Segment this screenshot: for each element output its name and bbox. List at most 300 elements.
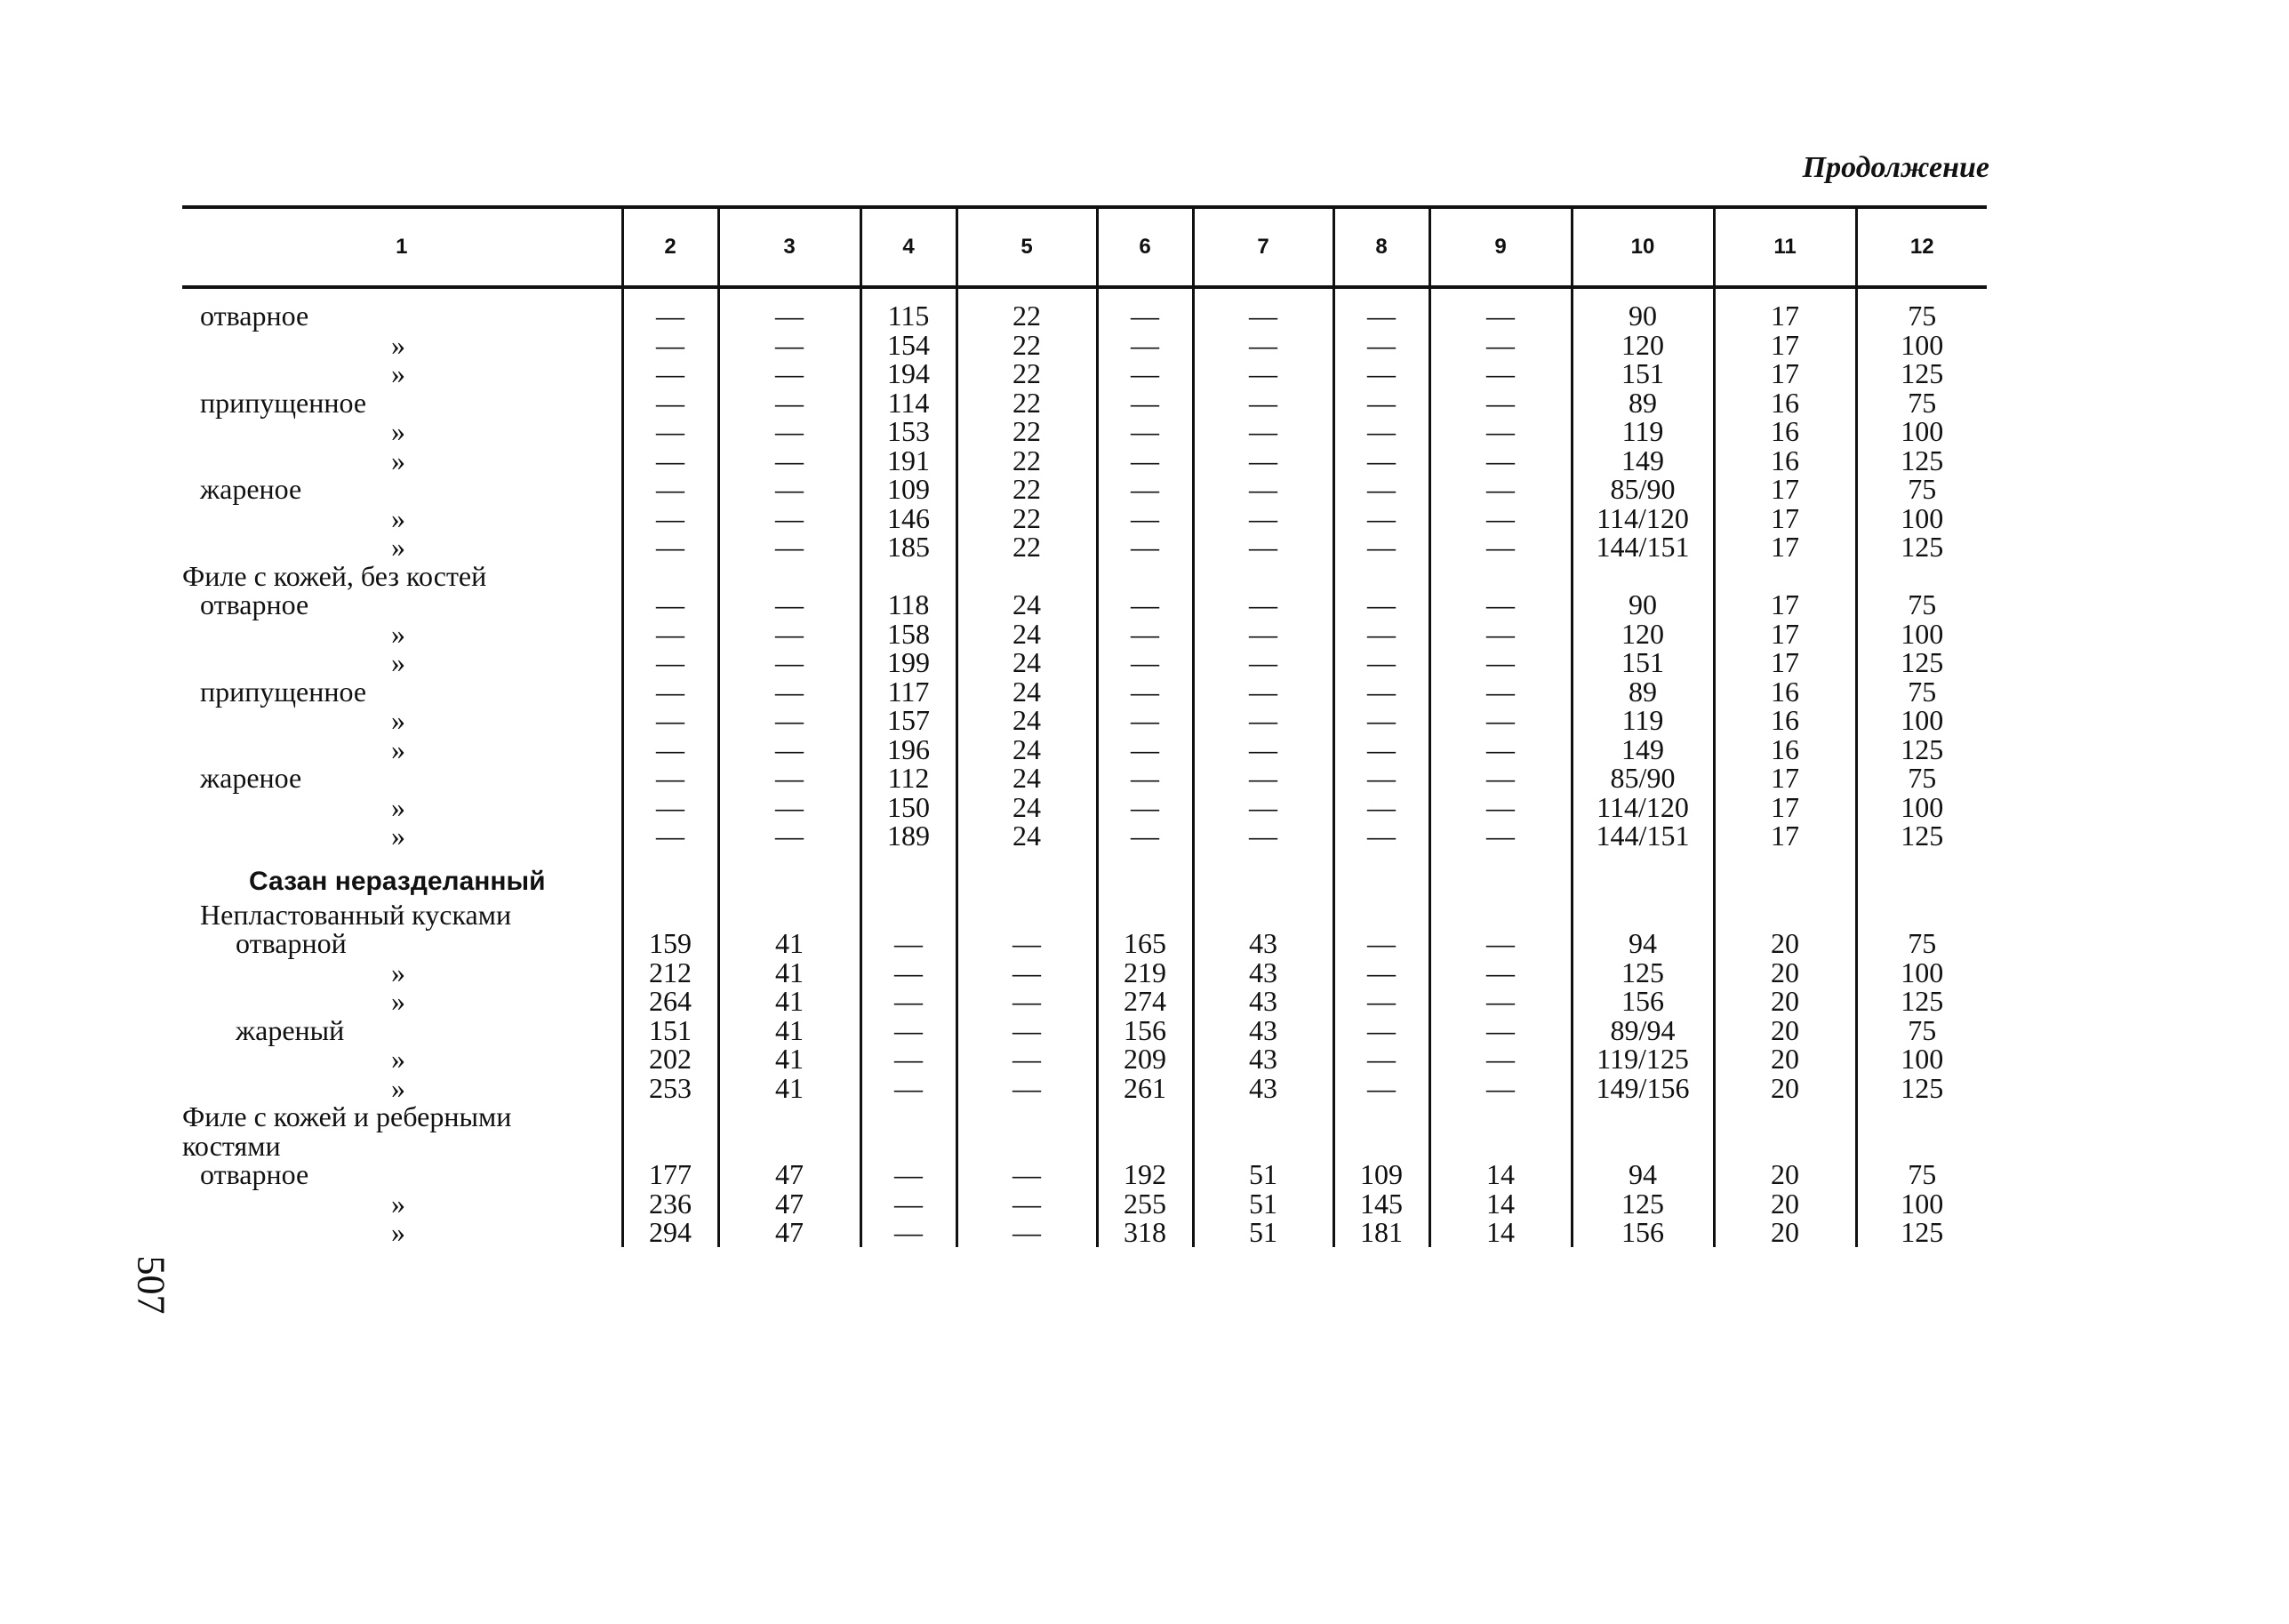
table-cell: 100 (1856, 331, 1987, 360)
table-cell: 125 (1856, 735, 1987, 764)
row-label: отварное (200, 300, 309, 332)
table-cell: 219 (1097, 958, 1193, 988)
table-cell (1856, 562, 1987, 591)
row-label: » (391, 1071, 405, 1104)
table-row (182, 764, 1987, 793)
table-cell: 75 (1856, 929, 1987, 958)
table-cell: 177 (622, 1160, 718, 1189)
table-cell: 119 (1572, 706, 1714, 735)
table-cell: — (860, 1218, 956, 1247)
table-cell: — (622, 706, 718, 735)
row-label: » (391, 1216, 405, 1248)
table-cell: 264 (622, 987, 718, 1016)
table-cell: — (1429, 388, 1572, 418)
table-cell: 20 (1714, 1016, 1856, 1045)
table-cell: — (1193, 590, 1333, 620)
row-label-cell (182, 987, 622, 1016)
table-cell: — (718, 821, 860, 851)
col-header: 1 (396, 235, 408, 259)
table-cell: — (1333, 958, 1429, 988)
table-cell (1193, 900, 1333, 930)
row-label-cell (182, 958, 622, 988)
table-cell: — (1097, 648, 1193, 677)
table-cell: 17 (1714, 793, 1856, 822)
table-cell: — (622, 359, 718, 388)
table-cell: 43 (1193, 1044, 1333, 1074)
row-label-cell (182, 1044, 622, 1074)
table-cell: 100 (1856, 1189, 1987, 1219)
table-cell: 24 (956, 590, 1097, 620)
table-cell: — (1097, 504, 1193, 533)
table-cell: — (1193, 677, 1333, 707)
row-label-cell (182, 929, 622, 958)
table-cell: — (622, 620, 718, 649)
table-row (182, 821, 1987, 851)
row-label: » (391, 820, 405, 852)
table-cell: — (1193, 388, 1333, 418)
table-cell (1714, 562, 1856, 591)
table-cell: — (1429, 301, 1572, 331)
table-cell: — (1333, 504, 1429, 533)
table-cell: 85/90 (1572, 475, 1714, 504)
table-cell (860, 1102, 956, 1132)
table-cell: 144/151 (1572, 821, 1714, 851)
row-label: Филе с кожей и реберными (182, 1100, 512, 1132)
spacer-cell (860, 851, 956, 863)
table-cell (956, 900, 1097, 930)
table-cell: 20 (1714, 929, 1856, 958)
row-label-cell (182, 1189, 622, 1219)
table-cell: 109 (1333, 1160, 1429, 1189)
table-cell: 151 (1572, 359, 1714, 388)
table-cell: 22 (956, 301, 1097, 331)
row-label-cell (182, 732, 622, 765)
table-cell: — (1097, 301, 1193, 331)
table-cell: 100 (1856, 504, 1987, 533)
row-label-cell (182, 821, 622, 851)
table-row (182, 900, 1987, 930)
table-cell (1333, 900, 1429, 930)
table-cell: 156 (1097, 1016, 1193, 1045)
table-cell: — (718, 677, 860, 707)
spacer-cell (1429, 851, 1572, 863)
table-cell: — (622, 677, 718, 707)
table-cell: — (1429, 821, 1572, 851)
row-label-cell (182, 677, 622, 707)
table-cell: 125 (1856, 359, 1987, 388)
table-cell: 114/120 (1572, 504, 1714, 533)
table-row (182, 648, 1987, 677)
row-label: припущенное (200, 386, 367, 419)
table-cell: 43 (1193, 929, 1333, 958)
row-label: » (391, 985, 405, 1017)
table-cell: — (860, 1189, 956, 1219)
table-cell (956, 562, 1097, 591)
table-cell (1333, 1132, 1429, 1161)
table-cell (1193, 1102, 1333, 1132)
table-cell: — (1429, 735, 1572, 764)
table-cell: 17 (1714, 620, 1856, 649)
table-cell: — (1097, 388, 1193, 418)
table-cell (1097, 1102, 1193, 1132)
table-cell: — (1193, 735, 1333, 764)
table-cell: 14 (1429, 1189, 1572, 1219)
table-cell: — (1333, 331, 1429, 360)
table-cell: 75 (1856, 388, 1987, 418)
continuation-label: Продолжение (1802, 151, 1989, 184)
row-label: » (391, 704, 405, 736)
table-row (182, 706, 1987, 735)
table-cell: 22 (956, 388, 1097, 418)
table-row (182, 1189, 1987, 1219)
table-cell: 20 (1714, 1074, 1856, 1103)
table-cell: 17 (1714, 504, 1856, 533)
table-cell: — (1097, 706, 1193, 735)
row-label-cell (182, 532, 622, 562)
table-cell: — (1429, 958, 1572, 988)
table-cell: 20 (1714, 1044, 1856, 1074)
table-cell: 24 (956, 620, 1097, 649)
table-cell: 125 (1856, 987, 1987, 1016)
empty-cell (956, 863, 1097, 900)
spacer-cell (1193, 851, 1333, 863)
table-cell: — (860, 958, 956, 988)
table-cell: — (1429, 987, 1572, 1016)
table-cell: — (622, 735, 718, 764)
row-label: » (391, 617, 405, 650)
table-cell: 75 (1856, 475, 1987, 504)
table-cell: — (1097, 793, 1193, 822)
table-cell (1714, 1102, 1856, 1132)
table-cell: — (860, 1074, 956, 1103)
table-cell: — (1429, 504, 1572, 533)
empty-cell (1333, 863, 1429, 900)
table-cell: — (1429, 620, 1572, 649)
spacer-cell (1856, 851, 1987, 863)
row-label: припущенное (200, 675, 367, 708)
row-label: » (391, 357, 405, 389)
table-cell: — (1097, 532, 1193, 562)
table-cell: 125 (1856, 821, 1987, 851)
table-cell (718, 1132, 860, 1161)
table-cell: — (1333, 359, 1429, 388)
table-cell: — (1193, 504, 1333, 533)
table-cell: — (1333, 475, 1429, 504)
table-cell: 41 (718, 1016, 860, 1045)
table-cell: 47 (718, 1160, 860, 1189)
table-cell: — (718, 764, 860, 793)
table-cell (1097, 562, 1193, 591)
table-cell: — (622, 331, 718, 360)
table-cell: 156 (1572, 1218, 1714, 1247)
table-row (182, 1102, 1987, 1132)
table-cell: — (718, 648, 860, 677)
table-cell: 85/90 (1572, 764, 1714, 793)
table-cell: 144/151 (1572, 532, 1714, 562)
table-cell: 16 (1714, 706, 1856, 735)
row-label: » (391, 531, 405, 563)
table-cell: — (1333, 620, 1429, 649)
table-cell (718, 562, 860, 591)
table-cell: 75 (1856, 301, 1987, 331)
row-label: » (391, 328, 405, 361)
table-cell: 43 (1193, 1074, 1333, 1103)
col-header: 2 (622, 209, 718, 285)
table-cell: 41 (718, 929, 860, 958)
table-cell: — (1193, 417, 1333, 446)
table-cell (622, 562, 718, 591)
table-cell: — (1097, 735, 1193, 764)
table-cell: — (1097, 590, 1193, 620)
table-cell: 16 (1714, 677, 1856, 707)
table-cell: — (718, 706, 860, 735)
row-label-cell (182, 1129, 622, 1162)
table-cell: 117 (860, 677, 956, 707)
table-cell: 212 (622, 958, 718, 988)
table-cell: 125 (1856, 1074, 1987, 1103)
table-cell: 89 (1572, 388, 1714, 418)
table-cell: — (1429, 417, 1572, 446)
table-cell: 145 (1333, 1189, 1429, 1219)
table-cell: 100 (1856, 417, 1987, 446)
table-cell (1193, 562, 1333, 591)
page-number: 507 (129, 1255, 173, 1315)
table-cell: — (622, 764, 718, 793)
row-label: Непластованный кусками (200, 898, 512, 931)
table-cell: 16 (1714, 388, 1856, 418)
table-cell: 16 (1714, 446, 1856, 476)
table-cell: — (1429, 1074, 1572, 1103)
col-header: 3 (718, 209, 860, 285)
table-cell: 24 (956, 735, 1097, 764)
table-cell: 41 (718, 1044, 860, 1074)
row-label-cell (182, 1218, 622, 1247)
row-label: » (391, 444, 405, 476)
table-cell: 125 (1572, 958, 1714, 988)
table-cell: 22 (956, 331, 1097, 360)
spacer-cell (622, 851, 718, 863)
spacer-cell (1097, 851, 1193, 863)
table-cell (1572, 1132, 1714, 1161)
table-cell: 16 (1714, 735, 1856, 764)
table-row (182, 1074, 1987, 1103)
table-cell: — (1429, 764, 1572, 793)
row-label: отварное (200, 1158, 309, 1190)
table-cell: — (1097, 620, 1193, 649)
table-cell: 24 (956, 764, 1097, 793)
col-header: 11 (1714, 209, 1856, 285)
spacer-cell (956, 851, 1097, 863)
table-cell: 100 (1856, 958, 1987, 988)
table-cell: — (1333, 677, 1429, 707)
table-cell: — (1429, 793, 1572, 822)
table-cell: 199 (860, 648, 956, 677)
row-label-cell (182, 617, 622, 650)
table-cell: — (956, 987, 1097, 1016)
table-cell: — (622, 821, 718, 851)
table-cell: 159 (622, 929, 718, 958)
table-cell: — (1193, 359, 1333, 388)
table-cell: 17 (1714, 648, 1856, 677)
table-cell: 41 (718, 1074, 860, 1103)
col-header: 5 (956, 209, 1097, 285)
row-label-cell (182, 475, 622, 504)
table-cell: 149/156 (1572, 1074, 1714, 1103)
table-cell: 51 (1193, 1160, 1333, 1189)
table-cell: — (1429, 590, 1572, 620)
table-cell: 24 (956, 706, 1097, 735)
table-cell: — (956, 1218, 1097, 1247)
table-cell: 24 (956, 793, 1097, 822)
table-cell: 17 (1714, 475, 1856, 504)
table-cell: — (1333, 648, 1429, 677)
table-cell: — (718, 388, 860, 418)
table-cell: 125 (1572, 1189, 1714, 1219)
table-cell: — (1193, 793, 1333, 822)
table-cell: 156 (1572, 987, 1714, 1016)
table-row (182, 1132, 1987, 1161)
table-cell: 47 (718, 1189, 860, 1219)
table-cell: 100 (1856, 620, 1987, 649)
table-cell: 75 (1856, 764, 1987, 793)
table-cell: — (1429, 475, 1572, 504)
table-cell: — (1429, 706, 1572, 735)
table-cell: 22 (956, 532, 1097, 562)
row-label: отварной (236, 927, 347, 959)
table-cell: — (1097, 764, 1193, 793)
table-cell: 20 (1714, 987, 1856, 1016)
table-cell: — (956, 929, 1097, 958)
table-cell: — (1097, 359, 1193, 388)
row-label-cell (182, 359, 622, 388)
col-header: 12 (1856, 209, 1987, 285)
table-cell: 75 (1856, 1016, 1987, 1045)
table-cell: 109 (860, 475, 956, 504)
table-cell: — (1193, 706, 1333, 735)
table-cell (622, 900, 718, 930)
table-row (182, 735, 1987, 764)
col-header: 10 (1572, 209, 1714, 285)
table-cell: — (1333, 1044, 1429, 1074)
table-cell: — (718, 331, 860, 360)
table-cell: 194 (860, 359, 956, 388)
table-cell: — (718, 417, 860, 446)
table-cell: — (1333, 821, 1429, 851)
table-cell: 47 (718, 1218, 860, 1247)
table-row (182, 359, 1987, 388)
table-cell: 20 (1714, 1160, 1856, 1189)
table-cell: 90 (1572, 301, 1714, 331)
table-cell: — (1429, 648, 1572, 677)
table-cell: — (1333, 793, 1429, 822)
table-cell: 181 (1333, 1218, 1429, 1247)
table-cell: 100 (1856, 793, 1987, 822)
table-row (182, 958, 1987, 988)
empty-cell (1193, 863, 1333, 900)
table-cell (1429, 1132, 1572, 1161)
row-label: жареное (200, 762, 302, 794)
table-cell: 149 (1572, 446, 1714, 476)
table-cell: — (1193, 821, 1333, 851)
row-label-cell (182, 417, 622, 446)
table-cell: — (1429, 359, 1572, 388)
spacer-cell (1572, 851, 1714, 863)
table-cell (622, 1102, 718, 1132)
row-label-cell (182, 446, 622, 476)
spacer-cell (718, 851, 860, 863)
table-cell: — (718, 532, 860, 562)
col-header: 8 (1333, 209, 1429, 285)
table-row (182, 331, 1987, 360)
table-row (182, 475, 1987, 504)
row-label-cell (182, 590, 622, 620)
table-cell: — (1333, 764, 1429, 793)
table-cell (1333, 1102, 1429, 1132)
row-label-cell (182, 790, 622, 823)
table-cell: 43 (1193, 1016, 1333, 1045)
table-cell: 100 (1856, 706, 1987, 735)
empty-cell (622, 863, 718, 900)
row-label: костями (182, 1129, 281, 1162)
table-cell: 41 (718, 987, 860, 1016)
row-label-cell (182, 900, 622, 930)
table-cell: — (956, 1044, 1097, 1074)
table-cell: 261 (1097, 1074, 1193, 1103)
table-cell: — (1333, 1074, 1429, 1103)
table-cell: — (1429, 677, 1572, 707)
table-cell: — (622, 648, 718, 677)
header-row (182, 209, 1987, 285)
table-cell (622, 1132, 718, 1161)
section-title-cell (182, 863, 622, 900)
table-cell: — (1429, 532, 1572, 562)
table-cell: 125 (1856, 446, 1987, 476)
table-cell: 89/94 (1572, 1016, 1714, 1045)
table-body (182, 289, 1987, 1247)
table-cell: 17 (1714, 532, 1856, 562)
table-cell: 24 (956, 648, 1097, 677)
table-cell: 153 (860, 417, 956, 446)
table-cell: — (622, 532, 718, 562)
table-cell: — (956, 958, 1097, 988)
table-cell (1429, 900, 1572, 930)
row-label-cell (182, 764, 622, 793)
row-label: » (391, 732, 405, 765)
table-row (182, 446, 1987, 476)
table-row (182, 1016, 1987, 1045)
empty-cell (1097, 863, 1193, 900)
row-label: » (391, 790, 405, 823)
table-cell (860, 562, 956, 591)
empty-cell (718, 863, 860, 900)
table-row (182, 793, 1987, 822)
table-cell: 17 (1714, 590, 1856, 620)
row-label: » (391, 501, 405, 534)
table-cell: — (956, 1074, 1097, 1103)
table-cell: — (1193, 648, 1333, 677)
table-cell: 114/120 (1572, 793, 1714, 822)
table-cell: — (1193, 532, 1333, 562)
table-cell (860, 900, 956, 930)
row-label: Филе с кожей, без костей (182, 559, 487, 592)
empty-cell (1429, 863, 1572, 900)
table-cell: 20 (1714, 958, 1856, 988)
table-cell (718, 900, 860, 930)
table-header (182, 209, 1987, 285)
section-title: Сазан неразделанный (249, 867, 546, 897)
table-cell: 112 (860, 764, 956, 793)
table-cell: — (1193, 620, 1333, 649)
